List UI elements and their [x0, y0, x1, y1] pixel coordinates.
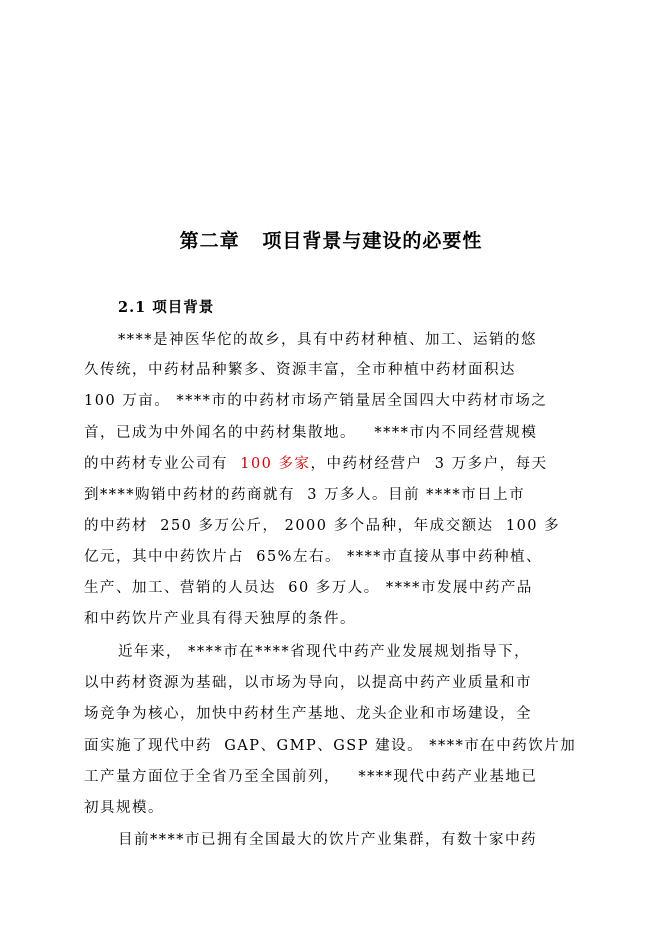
paragraph-line: 初具规模。	[84, 800, 164, 816]
paragraph-line: 久传统，中药材品种繁多、资源丰富，全市种植中药材面积达	[84, 362, 516, 378]
paragraph-line: 首，已成为中外闻名的中药材集散地。 ****市内不同经营规模	[84, 425, 538, 441]
paragraph-line: 亿元，其中中药饮片占 65%左右。 ****市直接从事中药种植、	[84, 549, 543, 565]
paragraph-line: 工产量方面位于全省乃至全国前列， ****现代中药产业基地已	[84, 769, 538, 785]
paragraph-line: 场竞争为核心，加快中药材生产基地、龙头企业和市场建设，全	[84, 706, 532, 722]
paragraph-line: 近年来， ****市在****省现代中药产业发展规划指导下，	[118, 644, 531, 660]
highlighted-count: 100 多家	[240, 456, 311, 472]
paragraph-line: 到****购销中药材的药商就有 3 万多人。目前 ****市日上市	[84, 487, 526, 503]
line-text: 的中药材专业公司有	[84, 456, 241, 472]
paragraph-line: 面实施了现代中药 GAP、GMP、GSP 建设。 ****市在中药饮片加	[84, 738, 577, 754]
paragraph-line: 和中药饮片产业具有得天独厚的条件。	[84, 611, 356, 627]
paragraph-line	[84, 454, 548, 474]
line-text: ，中药材经营户 3 万多户，每天	[310, 456, 548, 472]
paragraph-line: 以中药材资源为基础，以市场为导向，以提高中药产业质量和市	[84, 675, 532, 691]
section-heading: 2.1 项目背景	[118, 299, 215, 316]
paragraph-line: 100 万亩。 ****市的中药材市场产销量居全国四大中药材市场之	[84, 393, 548, 409]
paragraph-line: 目前****市已拥有全国最大的饮片产业集群，有数十家中药	[118, 832, 537, 848]
paragraph-line: 的中药材 250 多万公斤， 2000 多个品种，年成交额达 100 多	[84, 518, 561, 534]
paragraph-line: ****是神医华佗的故乡，具有中药材种植、加工、运销的悠	[118, 332, 537, 348]
chapter-title: 第二章 项目背景与建设的必要性	[179, 230, 483, 252]
paragraph-line: 生产、加工、营销的人员达 60 多万人。 ****市发展中药产品	[84, 580, 533, 596]
